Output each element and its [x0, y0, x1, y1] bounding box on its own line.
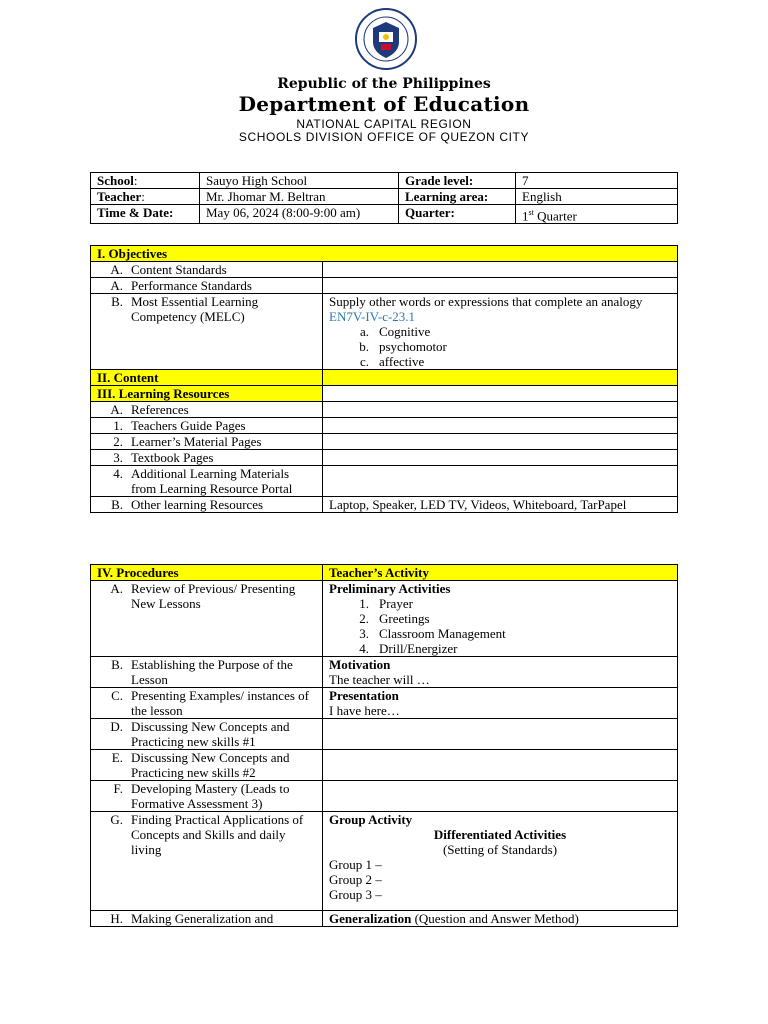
domain-item: affective [379, 354, 425, 369]
melc-text: Supply other words or expressions that complete an analogy EN7V-IV-c-23.1 [329, 294, 643, 324]
quarter-label: Quarter: [405, 205, 455, 220]
content-heading: II. Content [91, 370, 323, 386]
table-row: A. References [91, 402, 678, 418]
table-row: 4. Additional Learning Materials from Learning Resource Portal [91, 466, 678, 497]
learners-material-label: Learner’s Material Pages [131, 434, 262, 449]
additional-materials-label: Additional Learning Materials from Learning Resource Portal [131, 466, 293, 496]
domain-item: psychomotor [379, 339, 447, 354]
table-row: 1. Teachers Guide Pages [91, 418, 678, 434]
list-item: Greetings [379, 611, 430, 626]
domain-item: Cognitive [379, 324, 431, 339]
melc-label: Most Essential Learning Competency (MELC) [131, 294, 259, 324]
resources-heading-row [91, 386, 678, 402]
group-item: Group 3 – [329, 887, 382, 902]
procedures-heading-row [91, 565, 678, 581]
motivation-heading: Motivation [329, 657, 391, 672]
republic-title: Republic of the Philippines [277, 76, 491, 92]
applications-label: Finding Practical Applications of Concepts and Skills and daily living [131, 812, 304, 857]
teachers-activity-heading: Teacher’s Activity [323, 565, 678, 581]
group-item: Group 2 – [329, 872, 382, 887]
purpose-label: Establishing the Purpose of the Lesson [131, 657, 293, 687]
differentiated-heading: Differentiated Activities [433, 827, 567, 842]
table-row: School: Sauyo High School Grade level: 7 [91, 173, 678, 189]
table-row: A. Review of Previous/ Presenting New Lessons Preliminary Activities 1. Prayer 2. Greetings 3. Classroom Management 4. Drill/Energizer [91, 581, 678, 657]
table-row: 2. Learner’s Material Pages [91, 434, 678, 450]
content-heading-row [91, 370, 678, 386]
discussing-1-label: Discussing New Concepts and Practicing new skills #1 [131, 719, 290, 749]
references-label: References [131, 402, 189, 417]
table-row: A. Content Standards [91, 262, 678, 278]
grade-label: Grade level: [405, 173, 474, 188]
table-row: C. Presenting Examples/ instances of the lesson Presentation I have here… [91, 688, 678, 719]
objectives-heading: I. Objectives [91, 246, 678, 262]
motivation-text: The teacher will … [329, 672, 430, 687]
table-row: H. Making Generalization and Generalization (Question and Answer Method) [91, 911, 678, 927]
objectives-heading-row [91, 246, 678, 262]
objectives-table [90, 245, 678, 513]
other-resources-label: Other learning Resources [131, 497, 264, 512]
content-standards-label: Content Standards [131, 262, 227, 277]
table-row [91, 205, 678, 224]
other-resources-value: Laptop, Speaker, LED TV, Videos, Whiteboard, TarPapel [323, 497, 678, 513]
table-row: E. Discussing New Concepts and Practicing new skills #2 [91, 750, 678, 781]
table-row: G. Finding Practical Applications of Concepts and Skills and daily living Group Activity Differentiated Activities (Setting of Standards) Group 1 – Group 2 – Group 3 – [91, 812, 678, 911]
area-value: English [516, 189, 678, 205]
info-table [90, 172, 678, 224]
performance-standards-label: Performance Standards [131, 278, 252, 293]
table-row: F. Developing Mastery (Leads to Formative Assessment 3) [91, 781, 678, 812]
generalization-label: Making Generalization and [131, 911, 274, 926]
division-title: SCHOOLS DIVISION OFFICE OF QUEZON CITY [238, 130, 530, 144]
setting-standards: (Setting of Standards) [442, 842, 558, 857]
time-label: Time & Date: [97, 205, 174, 220]
region-title: NATIONAL CAPITAL REGION [296, 117, 472, 131]
generalization-text: (Question and Answer Method) [411, 911, 579, 926]
review-label: Review of Previous/ Presenting New Lessons [131, 581, 296, 611]
teachers-guide-label: Teachers Guide Pages [131, 418, 246, 433]
examples-label: Presenting Examples/ instances of the lesson [131, 688, 309, 718]
time-value: May 06, 2024 (8:00-9:00 am) [200, 205, 399, 224]
deped-seal-logo [355, 8, 417, 70]
teacher-label: Teacher [97, 189, 142, 204]
school-value: Sauyo High School [200, 173, 399, 189]
table-row: A. Performance Standards [91, 278, 678, 294]
list-item: Drill/Energizer [379, 641, 458, 656]
table-row: B. Most Essential Learning Competency (MELC) Supply other words or expressions that complete an analogy EN7V-IV-c-23.1 a. Cognitive b. psychomotor c. affective [91, 294, 678, 370]
table-row: 3. Textbook Pages [91, 450, 678, 466]
list-item: Prayer [379, 596, 413, 611]
resources-heading: III. Learning Resources [91, 386, 323, 402]
area-label: Learning area: [405, 189, 489, 204]
procedures-table [90, 564, 678, 927]
department-title: Department of Education [238, 92, 530, 116]
melc-code: EN7V-IV-c-23.1 [329, 309, 416, 324]
table-row: D. Discussing New Concepts and Practicing new skills #1 [91, 719, 678, 750]
presentation-heading: Presentation [329, 688, 399, 703]
list-item: Classroom Management [379, 626, 506, 641]
table-row: B. Establishing the Purpose of the Lesson Motivation The teacher will … [91, 657, 678, 688]
generalization-heading: Generalization [329, 911, 412, 926]
table-row: B. Other learning Resources Laptop, Speaker, LED TV, Videos, Whiteboard, TarPapel [91, 497, 678, 513]
preliminary-heading: Preliminary Activities [329, 581, 451, 596]
teacher-value: Mr. Jhomar M. Beltran [200, 189, 399, 205]
quarter-value: 1st Quarter [516, 205, 678, 224]
table-row: Teacher: Mr. Jhomar M. Beltran Learning area: English [91, 189, 678, 205]
mastery-label: Developing Mastery (Leads to Formative Assessment 3) [131, 781, 290, 811]
discussing-2-label: Discussing New Concepts and Practicing new skills #2 [131, 750, 290, 780]
group-activity-heading: Group Activity [329, 812, 413, 827]
grade-value: 7 [516, 173, 678, 189]
group-item: Group 1 – [329, 857, 382, 872]
procedures-heading: IV. Procedures [91, 565, 323, 581]
school-label: School [97, 173, 134, 188]
textbook-label: Textbook Pages [131, 450, 214, 465]
presentation-text: I have here… [329, 703, 400, 718]
